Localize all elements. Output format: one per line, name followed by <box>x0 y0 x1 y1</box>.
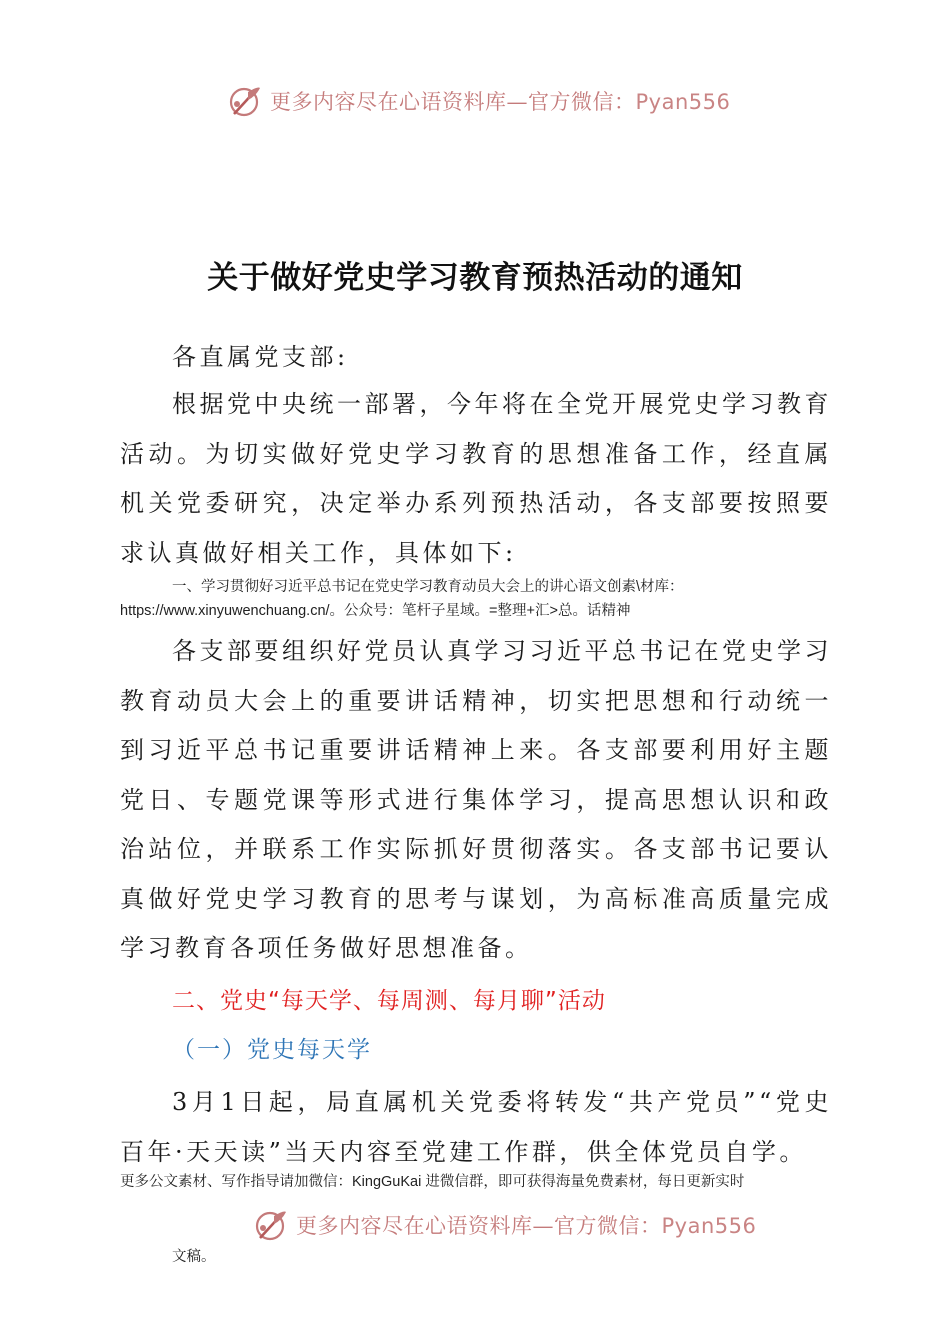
salutation: 各直属党支部: <box>172 343 349 371</box>
watermark-suffix: —官方微信： <box>532 1214 662 1238</box>
quill-logo-icon <box>254 1208 288 1242</box>
footer-note: 更多公文素材、写作指导请加微信：KingGuKai 进微信群，即可获得海量免费素材，每日更新实时 <box>120 1174 745 1190</box>
intro-paragraph: 根据党中央统一部署，今年将在全党开展党史学习教育活动。为切实做好党史学习教育的思想准备工作，经直属机关党委研究，决定举办系列预热活动，各支部要按照要求认真做好相关工作，具体如下: <box>120 390 832 567</box>
watermark-prefix: 更多内容尽在心语资料库 <box>270 90 507 114</box>
watermark-id: Pyan556 <box>635 90 731 114</box>
section1-body: 各支部要组织好党员认真学习习近平总书记在党史学习教育动员大会上的重要讲话精神，切实把思想和行动统一到习近平总书记重要讲话精神上来。各支部要利用好主题党日、专题党课等形式进行集体学习，提高思想认识和政治站位，并联系工作实际抓好贯彻落实。各支部书记要认真做好党史学习教育的思考与谋划，为高标准高质量完成学习教育各项任务做好思想准备。 <box>120 637 832 962</box>
document-title: 关于做好党史学习教育预热活动的通知 <box>207 260 743 296</box>
watermark-text <box>270 86 730 116</box>
quill-logo-icon <box>228 84 262 118</box>
watermark-text <box>296 1210 756 1240</box>
watermark-top <box>228 84 730 118</box>
sub1-body: 3月1日起，局直属机关党委将转发“共产党员”“党史百年·天天读”当天内容至党建工作群，供全体党员自学。 <box>120 1088 832 1166</box>
section2-heading: 二、党史“每天学、每周测、每月聊”活动 <box>172 988 606 1014</box>
section1-heading: 一、学习贯彻好习近平总书记在党史学习教育动员大会上的讲心语文创素\材库：https://www.xinyuwenchuang.cn/。公众号：笔杆子星域。=整理+汇>总。话精神 <box>120 579 684 619</box>
sub1-heading: （一）党史每天学 <box>172 1037 372 1063</box>
watermark-bottom <box>254 1208 756 1242</box>
watermark-id: Pyan556 <box>661 1214 757 1238</box>
footer-tail: 文稿。 <box>172 1249 216 1265</box>
watermark-suffix: —官方微信： <box>506 90 636 114</box>
watermark-prefix: 更多内容尽在心语资料库 <box>296 1214 533 1238</box>
